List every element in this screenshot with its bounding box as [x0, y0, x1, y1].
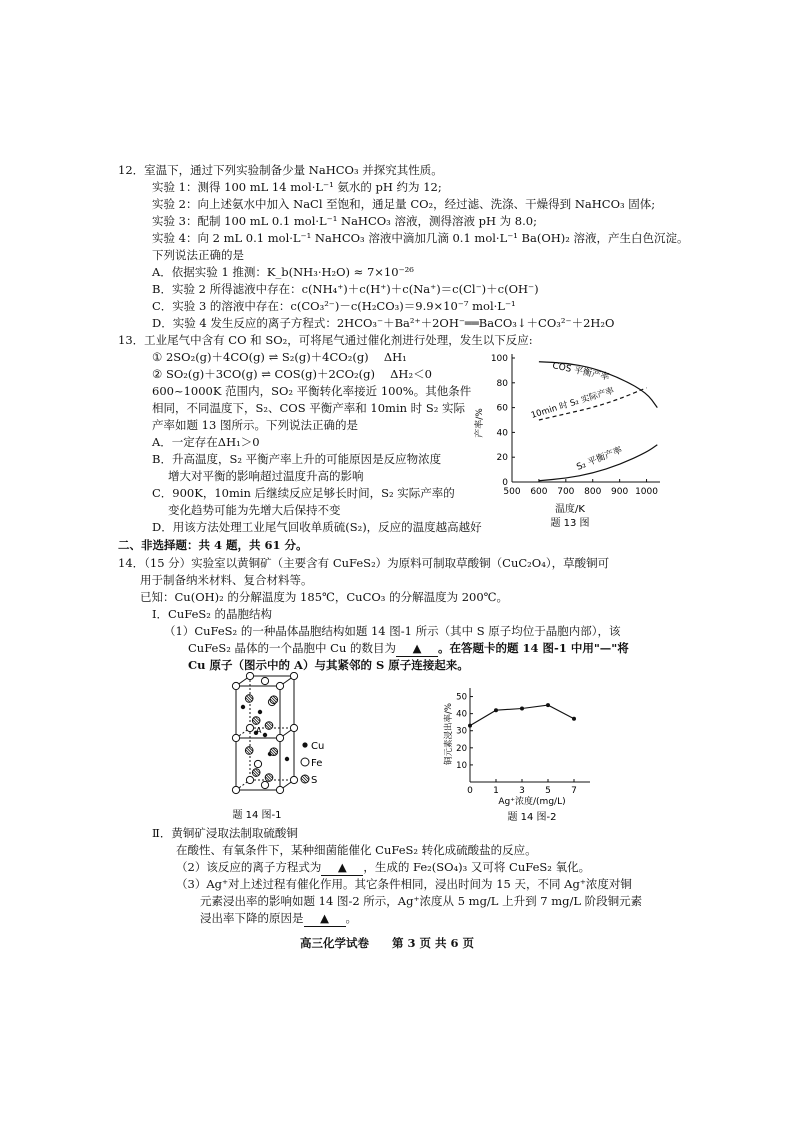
s-atom [252, 717, 260, 725]
fig14-2-caption: 题 14 图-2 [507, 812, 557, 823]
fe-atom [276, 682, 283, 689]
fig14-1-caption: 题 14 图-1 [232, 810, 282, 821]
fe-atom [290, 672, 297, 679]
fe-atom [276, 786, 283, 793]
fig14-2-y-tick-label: 20 [456, 743, 467, 754]
q13-text-1: 600~1000K 范围内，SO₂ 平衡转化率接近 100%。其他条件 [152, 384, 472, 398]
fig14-2-point [494, 708, 498, 712]
svg-text:Fe: Fe [311, 758, 323, 769]
fe-atom [232, 786, 239, 793]
q12-option-d: D．实验 4 发生反应的离子方程式：2HCO₃⁻＋Ba²⁺＋2OH⁻══BaCO₃↓＋CO₃²⁻＋2H₂O [152, 316, 615, 330]
q14-q3-line-3: 浸出率下降的原因是 ▲ 。 [200, 911, 357, 925]
fig14-2-x-tick-label: 7 [571, 786, 577, 796]
svg-text:Cu: Cu [311, 741, 325, 752]
fe-atom [261, 677, 268, 684]
fig14-2-point [468, 724, 472, 728]
fig14-2-x-tick-label: 1 [493, 786, 499, 796]
q13-stem: 13．工业尾气中含有 CO 和 SO₂，可将尾气通过催化剂进行处理，发生以下反应: [118, 333, 533, 347]
fig14-2-y-tick-label: 10 [456, 760, 467, 771]
fe-atom [290, 724, 297, 731]
q14-line-3: 已知：Cu(OH)₂ 的分解温度为 185℃，CuCO₃ 的分解温度为 200℃。 [140, 590, 509, 604]
s-atom [245, 695, 253, 703]
fe-atom [290, 776, 297, 783]
q13-option-a: A．一定存在ΔH₁＞0 [152, 435, 260, 449]
s-atom [252, 769, 260, 777]
q12-stem: 12．室温下，通过下列实验制备少量 NaHCO₃ 并探究其性质。 [118, 163, 443, 177]
legend-cu [302, 741, 324, 752]
q13-option-c-2: 变化趋势可能为先增大后保持不变 [168, 503, 341, 517]
fe-atom [232, 682, 239, 689]
section-2-heading: 二、非选择题：共 4 题，共 61 分。 [118, 538, 308, 552]
fig13-y-tick-label: 100 [490, 354, 508, 364]
q12-exp4: 实验 4：向 2 mL 0.1 mol·L⁻¹ NaHCO₃ 溶液中滴加几滴 0.1 mol·L⁻¹ Ba(OH)₂ 溶液，产生白色沉淀。 [152, 231, 689, 245]
s-atom [245, 747, 253, 755]
cu-atom [285, 757, 289, 761]
q13-option-c-1: C．900K，10min 后继续反应足够长时间，S₂ 实际产率的 [152, 486, 455, 500]
q14-part2-line-1: 在酸性、有氧条件下，某种细菌能催化 CuFeS₂ 转化成硫酸盐的反应。 [176, 843, 537, 857]
fe-atom [261, 781, 268, 788]
page-footer: 高三化学试卷 第 3 页 共 6 页 [300, 936, 475, 950]
fig14-2-y-tick-label: 50 [456, 692, 467, 703]
q12-option-b: B．实验 2 所得滤液中存在：c(NH₄⁺)＋c(H⁺)＋c(Na⁺)＝c(Cl⁻)＋c(OH⁻) [152, 282, 539, 296]
s-atom [265, 722, 273, 730]
figure-14-1-crystal-cell [212, 672, 362, 824]
q14-part2-title: Ⅱ．黄铜矿浸取法制取硫酸铜 [152, 826, 298, 840]
q14-q3-line-2: 元素浸出率的影响如题 14 图-2 所示，Ag⁺浓度从 5 mg/L 上升到 7 mg/L 阶段铜元素 [200, 894, 643, 908]
q14-line-2: 用于制备纳米材料、复合材料等。 [140, 573, 313, 587]
q14-q1-line-3: Cu 原子（图示中的 A）与其紧邻的 S 原子连接起来。 [188, 658, 469, 672]
q12-ask: 下列说法正确的是 [152, 248, 244, 262]
fig13-y-tick-label: 20 [496, 453, 508, 464]
cu-atom [263, 733, 267, 737]
fig14-2-x-tick-label: 0 [467, 786, 473, 796]
fig13-x-tick-label: 500 [503, 487, 521, 497]
answer-blank-2: ▲ [321, 860, 363, 876]
q13-option-b-1: B．升高温度，S₂ 平衡产率上升的可能原因是反应物浓度 [152, 452, 442, 466]
fig14-2-x-tick-label: 3 [519, 786, 525, 796]
fig14-2-point [520, 707, 524, 711]
q14-q1-line-2: CuFeS₂ 晶体的一个晶胞中 Cu 的数目为 ▲ 。在答题卡的题 14 图-1 中用"—"将 [188, 641, 629, 655]
svg-text:S: S [311, 775, 318, 786]
q12-exp3: 实验 3：配制 100 mL 0.1 mol·L⁻¹ NaHCO₃ 溶液，测得溶液 pH 为 8.0; [152, 214, 537, 228]
fig13-x-tick-label: 800 [584, 487, 602, 497]
fig14-2-y-tick-label: 40 [456, 709, 467, 720]
cu-atom [258, 710, 262, 714]
fig13-y-axis-label: 产率/% [475, 408, 485, 438]
q13-text-2: 相同，不同温度下，S₂、COS 平衡产率和 10min 时 S₂ 实际 [152, 401, 465, 415]
q13-text-3: 产率如题 13 图所示。下列说法正确的是 [152, 418, 358, 432]
legend-fe [301, 758, 322, 769]
q13-reaction-1: ① 2SO₂(g)＋4CO(g) ⇌ S₂(g)＋4CO₂(g) ΔH₁ [152, 350, 407, 364]
fe-atom [232, 734, 239, 741]
fig13-caption: 题 13 图 [550, 518, 590, 529]
s-atom [270, 696, 278, 704]
q14-part1-title: Ⅰ．CuFeS₂ 的晶胞结构 [152, 607, 273, 621]
fig14-2-y-axis-label: 铜元素浸出率/% [444, 703, 454, 765]
answer-blank-3: ▲ [304, 911, 346, 927]
fig14-2-y-tick-label: 30 [456, 726, 467, 737]
fig13-x-tick-label: 600 [530, 487, 548, 497]
s-atom [265, 774, 273, 782]
fig13-y-tick-label: 80 [496, 378, 508, 389]
q14-q1-line-1: （1）CuFeS₂ 的一种晶体晶胞结构如题 14 图-1 所示（其中 S 原子均位于晶胞内部），该 [164, 624, 621, 638]
fig13-y-tick-label: 60 [496, 403, 508, 414]
fe-atom [276, 734, 283, 741]
fe-atom [246, 776, 253, 783]
q14-line-1: 14．（15 分）实验室以黄铜矿（主要含有 CuFeS₂）为原料可制取草酸铜（CuC₂O₄），草酸铜可 [118, 556, 610, 570]
fig13-y-tick-label: 40 [496, 428, 508, 439]
fe-atom [254, 760, 261, 767]
q13-reaction-2: ② SO₂(g)＋3CO(g) ⇌ COS(g)＋2CO₂(g) ΔH₂＜0 [152, 367, 432, 381]
fig13-y-tick-label: 0 [502, 478, 508, 488]
fig14-2-x-axis-label: Ag⁺浓度/(mg/L) [498, 797, 566, 807]
legend-s [301, 775, 317, 786]
atom-a-label: A [256, 726, 262, 735]
figure-13-chart [470, 348, 670, 548]
s-atom [270, 748, 278, 756]
fig13-cos-label: COS 平衡产率 [551, 361, 611, 383]
q12-option-c: C．实验 3 的溶液中存在：c(CO₃²⁻)－c(H₂CO₃)＝9.9×10⁻⁷ mol·L⁻¹ [152, 299, 516, 313]
fig13-x-tick-label: 900 [611, 487, 629, 497]
answer-blank-1: ▲ [396, 641, 438, 657]
q12-exp1: 实验 1：测得 100 mL 14 mol·L⁻¹ 氨水的 pH 约为 12; [152, 180, 442, 194]
fig13-x-tick-label: 700 [557, 487, 575, 497]
q12-option-a: A．依据实验 1 推测：K_b(NH₃·H₂O) ≈ 7×10⁻²⁶ [152, 265, 414, 279]
fig13-s2-actual-label: 10min 时 S₂ 实际产率 [529, 386, 616, 421]
figure-14-2-chart [440, 682, 620, 827]
fig13-s2-eq-label: S₂ 平衡产率 [575, 445, 624, 473]
q12-exp2: 实验 2：向上述氨水中加入 NaCl 至饱和，通足量 CO₂，经过滤、洗涤、干燥得到 NaHCO₃ 固体; [152, 197, 656, 211]
fig13-x-axis-label: 温度/K [555, 504, 585, 515]
cu-atom [241, 705, 245, 709]
q14-q3-line-1: （3）Ag⁺对上述过程有催化作用。其它条件相同，浸出时间为 15 天，不同 Ag⁺浓度对铜 [176, 877, 632, 891]
q13-option-d: D．用该方法处理工业尾气回收单质硫(S₂)，反应的温度越高越好 [152, 520, 482, 534]
fig14-2-x-tick-label: 5 [545, 786, 551, 796]
q14-q2: （2）该反应的离子方程式为 ▲ ，生成的 Fe₂(SO₄)₃ 又可将 CuFeS₂ 氧化。 [176, 860, 591, 874]
fig13-x-tick-label: 1000 [635, 487, 658, 497]
fe-atom [246, 672, 253, 679]
fe-atom [246, 724, 253, 731]
q13-option-b-2: 增大对平衡的影响超过温度升高的影响 [168, 469, 364, 483]
fig14-2-point [546, 703, 550, 707]
fig14-2-point [572, 717, 576, 721]
